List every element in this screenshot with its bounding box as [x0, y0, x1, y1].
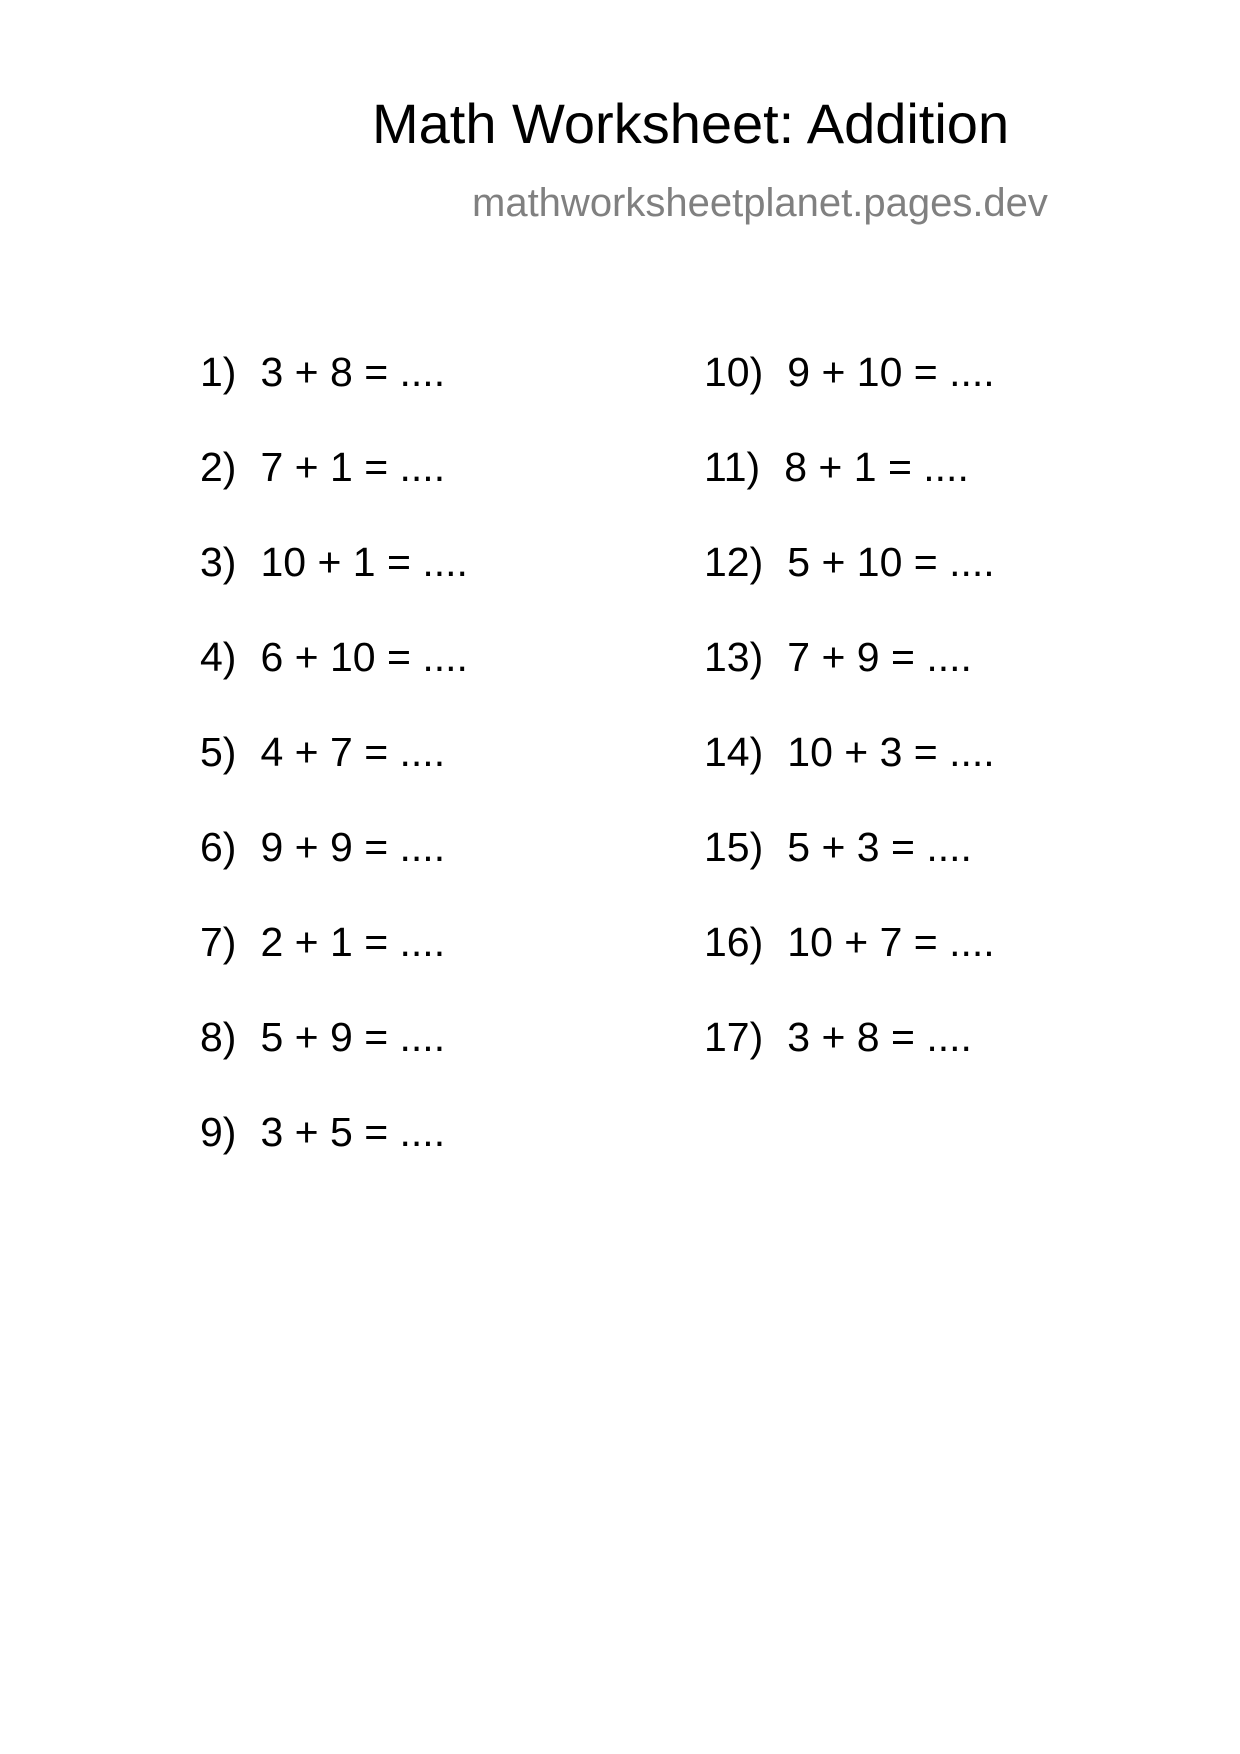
- problem-number: 3): [200, 539, 237, 585]
- problem-number: 10): [704, 349, 764, 395]
- problem-item: [200, 1109, 468, 1207]
- problem-item: [704, 824, 995, 922]
- problem-item: [704, 919, 995, 1017]
- problem-item: [704, 634, 995, 732]
- problem-item: [200, 1014, 468, 1112]
- problem-item: [200, 634, 468, 732]
- problem-column-right: [704, 349, 995, 1112]
- problem-number: 15): [704, 824, 764, 870]
- problem-expression: 3 + 8 = ....: [260, 349, 446, 395]
- problem-expression: 9 + 9 = ....: [260, 824, 446, 870]
- worksheet-source-url: mathworksheetplanet.pages.dev: [472, 181, 1048, 225]
- problem-number: 16): [704, 919, 764, 965]
- problem-item: [704, 539, 995, 637]
- problem-item: [200, 444, 468, 542]
- problem-expression: 5 + 9 = ....: [260, 1014, 446, 1060]
- problem-item: [704, 1014, 995, 1112]
- problem-expression: 10 + 1 = ....: [260, 539, 468, 585]
- problem-item: [200, 539, 468, 637]
- problem-expression: 10 + 3 = ....: [787, 729, 995, 775]
- problem-expression: 3 + 8 = ....: [787, 1014, 972, 1060]
- problem-number: 5): [200, 729, 237, 775]
- problem-number: 8): [200, 1014, 237, 1060]
- problem-number: 17): [704, 1014, 764, 1060]
- problem-expression: 7 + 1 = ....: [260, 444, 446, 490]
- problem-number: 2): [200, 444, 237, 490]
- problem-item: [200, 824, 468, 922]
- problem-item: [704, 729, 995, 827]
- problem-item: [704, 444, 995, 542]
- problem-expression: 4 + 7 = ....: [260, 729, 446, 775]
- problem-item: [200, 349, 468, 447]
- problem-number: 1): [200, 349, 237, 395]
- worksheet-title: Math Worksheet: Addition: [372, 92, 1010, 155]
- problem-number: 13): [704, 634, 764, 680]
- problem-item: [704, 349, 995, 447]
- problem-expression: 5 + 3 = ....: [787, 824, 972, 870]
- problem-expression: 8 + 1 = ....: [784, 444, 969, 490]
- problem-number: 12): [704, 539, 764, 585]
- problem-expression: 2 + 1 = ....: [260, 919, 446, 965]
- problem-item: [200, 919, 468, 1017]
- problem-expression: 10 + 7 = ....: [787, 919, 995, 965]
- problem-expression: 3 + 5 = ....: [260, 1109, 446, 1155]
- problem-expression: 9 + 10 = ....: [787, 349, 995, 395]
- problem-number: 6): [200, 824, 237, 870]
- problem-expression: 5 + 10 = ....: [787, 539, 995, 585]
- problem-expression: 6 + 10 = ....: [260, 634, 468, 680]
- problem-number: 4): [200, 634, 237, 680]
- problem-item: [200, 729, 468, 827]
- problem-number: 7): [200, 919, 237, 965]
- problem-expression: 7 + 9 = ....: [787, 634, 972, 680]
- problem-number: 11): [704, 444, 761, 490]
- problem-number: 9): [200, 1109, 237, 1155]
- problem-number: 14): [704, 729, 764, 775]
- problem-column-left: [200, 349, 468, 1207]
